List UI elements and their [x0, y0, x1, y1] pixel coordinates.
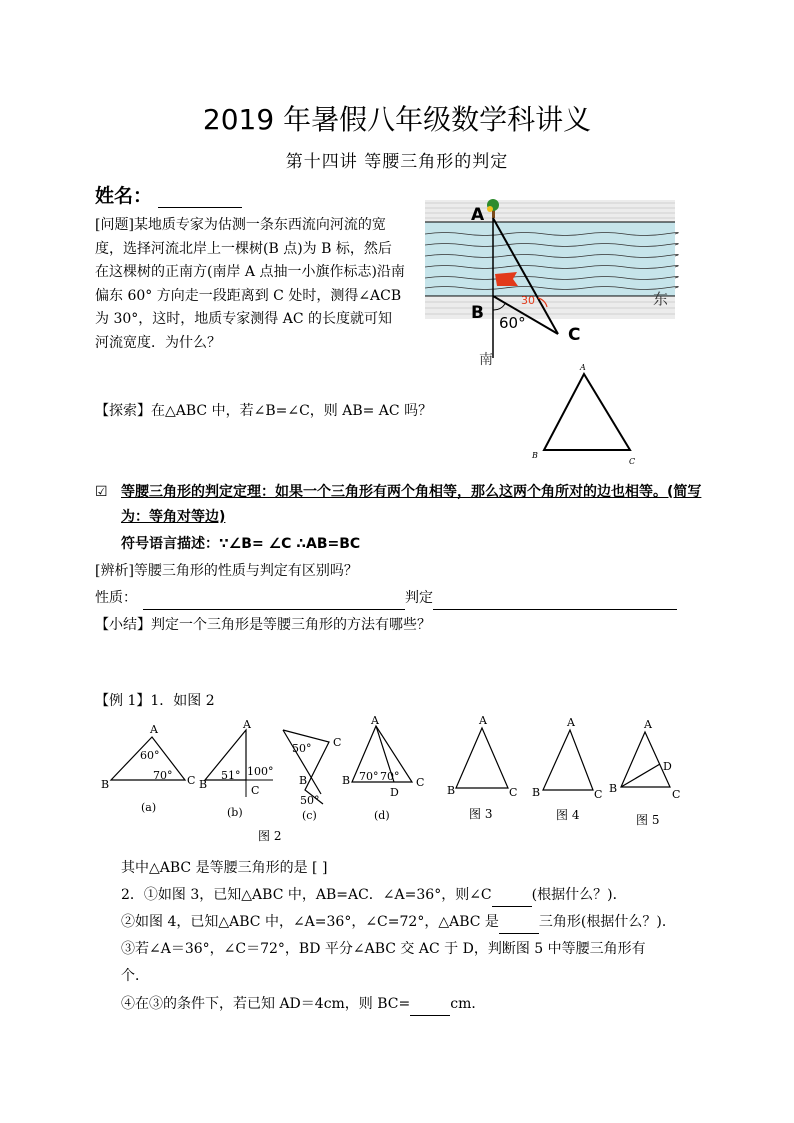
river-figure: [425, 198, 710, 370]
svg-text:C: C: [672, 788, 681, 801]
svg-text:D: D: [663, 760, 672, 773]
figure-c: [283, 730, 341, 822]
east-label: 东: [653, 290, 669, 308]
example-figures: [95, 712, 695, 852]
page-title: 2019 年暑假八年级数学科讲义: [202, 103, 592, 136]
svg-text:50°: 50°: [292, 742, 312, 755]
label-c: C: [568, 325, 581, 345]
property-blank[interactable]: [143, 593, 405, 610]
name-field: [95, 181, 242, 208]
svg-text:50°: 50°: [300, 794, 320, 807]
figure-3: [447, 714, 517, 821]
caption-a: (a): [141, 801, 157, 814]
name-label: 姓名：: [95, 185, 153, 207]
svg-text:A: A: [644, 718, 652, 731]
problem-tag: [问题]: [95, 217, 134, 233]
svg-text:100°: 100°: [247, 765, 274, 778]
judge-label: 判定: [405, 590, 433, 606]
explore-body: 在△ABC 中，若∠B=∠C，则 AB= AC 吗？: [151, 403, 433, 419]
summary-body: 判定一个三角形是等腰三角形的方法有哪些？: [151, 617, 431, 633]
property-label: 性质：: [95, 590, 137, 606]
question-4: ④在③的条件下，若已知 AD＝4cm，则 BC= cm．: [121, 992, 485, 1016]
question-3-line-2: 个．: [121, 968, 149, 984]
caption-fig5: 图 5: [636, 813, 660, 827]
river-water: [425, 222, 675, 296]
explore-label-c: C: [629, 457, 636, 466]
svg-text:C: C: [333, 736, 342, 749]
caption-d: (d): [374, 809, 390, 822]
judge-blank[interactable]: [433, 593, 677, 610]
svg-text:60°: 60°: [140, 749, 160, 762]
svg-text:C: C: [187, 774, 196, 787]
explore-label-b: B: [532, 451, 538, 460]
label-b: B: [471, 303, 484, 323]
question-2b: ②如图 4，已知△ABC 中，∠A=36°，∠C=72°，△ABC 是 三角形(根据什么？)．: [121, 910, 676, 934]
svg-text:D: D: [390, 786, 399, 799]
caption-fig3: 图 3: [469, 807, 493, 821]
svg-text:C: C: [416, 776, 425, 789]
figure-a: [101, 723, 195, 814]
svg-text:A: A: [243, 718, 251, 731]
figure-5: [609, 718, 680, 827]
explore-triangle: [525, 360, 645, 468]
question-2a: 2．①如图 3，已知△ABC 中，AB=AC．∠A=36°，则∠C (根据什么？)．: [121, 883, 627, 907]
figure-b: [199, 718, 274, 819]
svg-text:B: B: [101, 778, 110, 791]
caption-fig2: 图 2: [258, 829, 282, 843]
svg-text:B: B: [299, 774, 308, 787]
explore-tag: 【探索】: [95, 403, 151, 419]
q2b-blank[interactable]: [499, 917, 539, 934]
svg-text:A: A: [567, 716, 575, 729]
svg-text:B: B: [532, 786, 541, 799]
explore-label-a: A: [580, 363, 586, 372]
discuss-answer-row: [95, 586, 677, 610]
svg-text:C: C: [594, 788, 603, 801]
figure-d: [342, 714, 424, 822]
svg-text:A: A: [371, 714, 379, 727]
svg-text:C: C: [251, 784, 260, 797]
q2a-blank[interactable]: [492, 890, 532, 907]
name-blank[interactable]: [158, 190, 242, 208]
svg-text:B: B: [199, 778, 208, 791]
svg-text:C: C: [509, 786, 518, 799]
question-3-line-1: ③若∠A＝36°，∠C＝72°，BD 平分∠ABC 交 AC 于 D，判断图 5 中等腰三角形有: [121, 941, 646, 957]
caption-fig4: 图 4: [556, 808, 580, 822]
angle-60-label: 60°: [499, 314, 526, 332]
theorem-line-1: 等腰三角形的判定定理：如果一个三角形有两个角相等，那么这两个角所对的边也相等。(简写: [121, 484, 702, 500]
svg-text:51°: 51°: [221, 769, 241, 782]
summary-text: [95, 613, 431, 637]
caption-c: (c): [302, 809, 317, 822]
svg-text:B: B: [447, 784, 456, 797]
svg-text:A: A: [150, 723, 158, 736]
problem-body: 某地质专家为估测一条东西流向河流的宽度，选择河流北岸上一棵树(B 点)为 B 标，然后在这棵树的正南方(南岸 A 点抽一小旗作标志)沿南偏东 60° 方向走一段距离到 C 处时，测得∠ACB 为 30°，这时，地质专家测得 AC 的长度就可知河流宽度．为什么？: [95, 217, 405, 351]
svg-text:B: B: [342, 774, 351, 787]
svg-text:70°: 70°: [153, 769, 173, 782]
caption-b: (b): [227, 806, 243, 819]
theorem-symbolic: 符号语言描述：∵∠B= ∠C ∴AB=BC: [121, 536, 361, 552]
svg-text:B: B: [609, 782, 618, 795]
svg-text:70°: 70°: [359, 770, 379, 783]
svg-text:A: A: [479, 714, 487, 727]
summary-tag: 【小结】: [95, 617, 151, 633]
problem-text: [95, 214, 405, 355]
q4-blank[interactable]: [410, 999, 450, 1016]
question-1: 其中△ABC 是等腰三角形的是 [ ]: [121, 860, 328, 876]
lecture-subtitle: 第十四讲 等腰三角形的判定: [285, 152, 509, 172]
theorem-checkbox[interactable]: ☑: [95, 484, 108, 500]
svg-text:70°: 70°: [380, 770, 400, 783]
label-a: A: [471, 205, 485, 225]
figure-4: [532, 716, 602, 822]
explore-text: [95, 399, 432, 423]
discuss-question: [辨析]等腰三角形的性质与判定有区别吗？: [95, 563, 358, 579]
theorem-line-2: 为：等角对等边): [121, 509, 226, 525]
south-label: 南: [479, 352, 493, 368]
example-heading: 【例 1】1．如图 2: [95, 693, 215, 709]
angle-30-label: 30: [521, 294, 535, 307]
